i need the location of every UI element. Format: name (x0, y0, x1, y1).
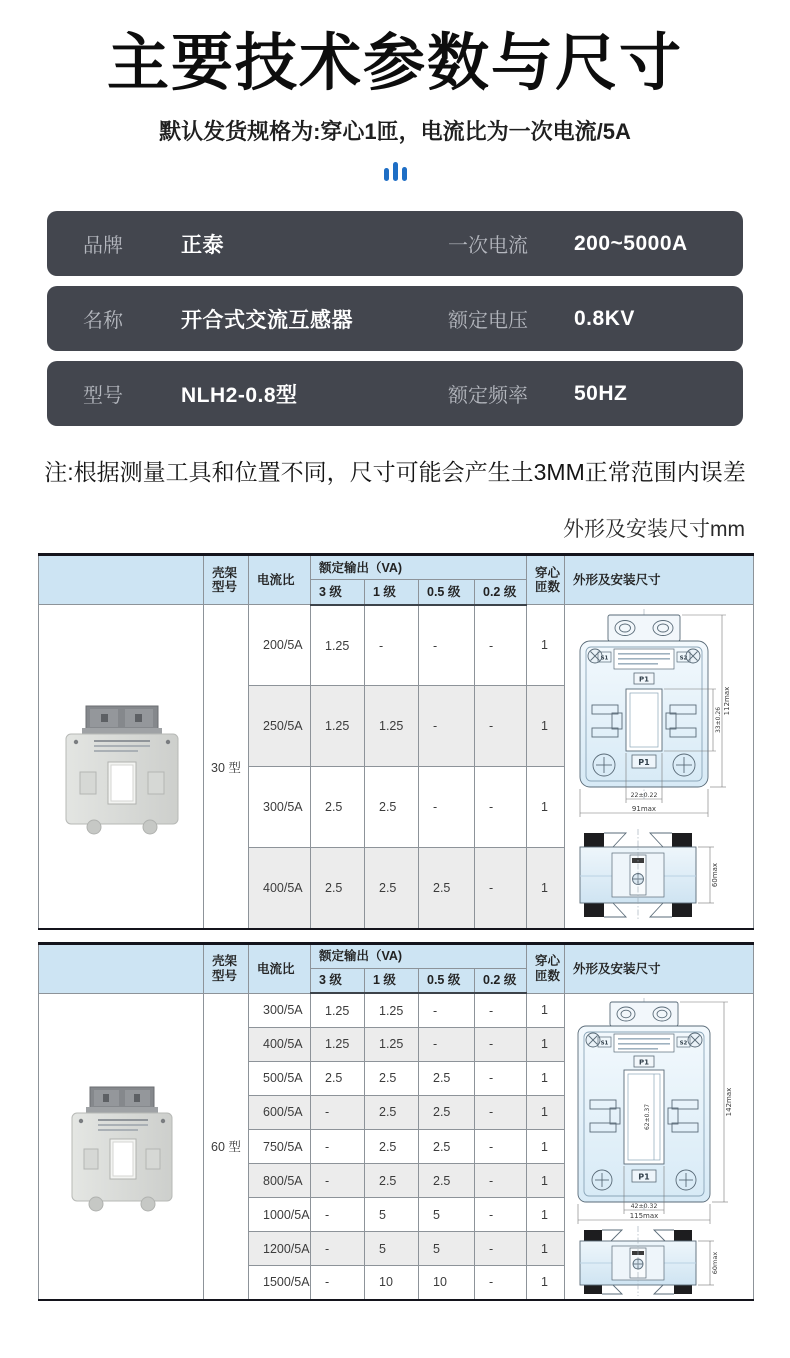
page-title: 主要技术参数与尺寸 (106, 29, 683, 98)
table-header (39, 555, 754, 605)
cell-c3: - (311, 1198, 365, 1232)
cell-c3: 2.5 (311, 848, 365, 929)
cell-ratio: 200/5A (249, 605, 311, 686)
cell-c3: - (311, 1164, 365, 1198)
frame-type-header (204, 555, 249, 605)
cell-c1: 10 (365, 1266, 419, 1300)
ratio-header: 电流比 (249, 943, 311, 993)
cell-c05: 5 (419, 1232, 475, 1266)
side-view (580, 1226, 719, 1296)
transformer-body (66, 734, 178, 824)
cell-c05: - (419, 1027, 475, 1061)
product-photo (46, 694, 196, 836)
frame-type-header-line2: 型号 (212, 580, 238, 595)
photo-column-header (39, 555, 204, 605)
dimensions-section-label: 外形及安装尺寸mm (563, 518, 745, 542)
table-header (39, 943, 754, 993)
cell-turns: 1 (527, 1266, 565, 1300)
cell-c1: 2.5 (365, 1164, 419, 1198)
cell-c05: 5 (419, 1198, 475, 1232)
cell-c3: - (311, 1129, 365, 1163)
model-label: 型号 (83, 385, 123, 408)
cell-ratio: 300/5A (249, 993, 311, 1027)
cell-turns: 1 (527, 1164, 565, 1198)
svg-text:42±0.32: 42±0.32 (630, 1202, 657, 1210)
svg-text:S2: S2 (679, 1040, 687, 1047)
dims-header: 外形及安装尺寸 (565, 943, 754, 993)
cell-c05: 2.5 (419, 1164, 475, 1198)
cell-c3: 2.5 (311, 767, 365, 848)
foot (141, 1197, 155, 1211)
spec-row (39, 993, 754, 1027)
turns-header-line2: 匝数 (535, 968, 561, 983)
cell-turns: 1 (527, 1198, 565, 1232)
terminal-block (90, 1087, 154, 1109)
svg-text:S1: S1 (600, 655, 608, 662)
svg-text:60max: 60max (710, 1251, 719, 1275)
turns-header-line1: 穿心 (535, 565, 561, 580)
cell-c3: 1.25 (311, 605, 365, 686)
cell-c05: 2.5 (419, 1129, 475, 1163)
class-05-header: 0.5 级 (419, 968, 475, 993)
cell-turns: 1 (527, 1061, 565, 1095)
svg-text:P1: P1 (638, 675, 649, 684)
cell-c02: - (475, 1095, 527, 1129)
cell-ratio: 400/5A (249, 1027, 311, 1061)
primary-current-label: 一次电流 (448, 235, 528, 258)
cell-c1: 5 (365, 1232, 419, 1266)
cell-c05: 10 (419, 1266, 475, 1300)
svg-text:91max: 91max (631, 805, 656, 814)
name-value: 开合式交流互感器 (181, 308, 353, 332)
class-02-header: 0.2 级 (475, 968, 527, 993)
rated-voltage-label: 额定电压 (448, 310, 528, 333)
cell-turns: 1 (527, 1232, 565, 1266)
cell-c02: - (475, 1164, 527, 1198)
cell-c1: 5 (365, 1198, 419, 1232)
cell-ratio: 500/5A (249, 1061, 311, 1095)
dims-header: 外形及安装尺寸 (565, 555, 754, 605)
cell-c05: - (419, 767, 475, 848)
foot (89, 1197, 103, 1211)
top-cap (86, 1107, 158, 1113)
frame-type-cell: 30 型 (204, 605, 249, 929)
cell-c02: - (475, 1027, 527, 1061)
svg-text:P1: P1 (637, 758, 650, 768)
svg-text:142max: 142max (724, 1087, 733, 1117)
cell-ratio: 400/5A (249, 848, 311, 929)
cell-c3: - (311, 1095, 365, 1129)
svg-text:115max: 115max (629, 1211, 658, 1220)
svg-text:P1: P1 (638, 1058, 649, 1067)
cell-turns: 1 (527, 686, 565, 767)
cell-c3: 2.5 (311, 1061, 365, 1095)
side-view (580, 829, 719, 921)
front-view (580, 609, 708, 799)
cell-c05: - (419, 605, 475, 686)
cell-ratio: 1200/5A (249, 1232, 311, 1266)
cell-c02: - (475, 1232, 527, 1266)
turns-header-line2: 匝数 (535, 580, 561, 595)
cell-ratio: 1000/5A (249, 1198, 311, 1232)
cell-ratio: 800/5A (249, 1164, 311, 1198)
svg-text:S1: S1 (600, 1040, 608, 1047)
spec-card-model (47, 361, 743, 426)
cell-c3: 1.25 (311, 686, 365, 767)
class-3-header: 3 级 (311, 580, 365, 605)
cell-ratio: 750/5A (249, 1129, 311, 1163)
spec-card-brand (47, 211, 743, 276)
cell-turns: 1 (527, 1027, 565, 1061)
cell-c05: - (419, 993, 475, 1027)
turns-header (527, 943, 565, 993)
cell-c1: 2.5 (365, 1095, 419, 1129)
class-05-header: 0.5 级 (419, 580, 475, 605)
model-value: NLH2-0.8型 (181, 383, 298, 407)
dimension-drawing (568, 996, 751, 1296)
terminal-block (86, 706, 158, 730)
svg-text:62±0.37: 62±0.37 (643, 1103, 651, 1130)
cell-c02: - (475, 993, 527, 1027)
svg-text:33±0.26: 33±0.26 (714, 707, 722, 734)
cell-c02: - (475, 1198, 527, 1232)
cell-ratio: 300/5A (249, 767, 311, 848)
cell-ratio: 250/5A (249, 686, 311, 767)
dimension-drawing-cell (565, 605, 754, 929)
cell-turns: 1 (527, 993, 565, 1027)
brand-value: 正泰 (181, 233, 224, 257)
core-window (626, 689, 662, 751)
spec-table-30 (38, 553, 754, 930)
cell-turns: 1 (527, 605, 565, 686)
cell-turns: 1 (527, 767, 565, 848)
frame-type-cell: 60 型 (204, 993, 249, 1300)
brand-label: 品牌 (83, 235, 123, 258)
spec-row (39, 605, 754, 686)
bar-chart-icon (0, 161, 790, 181)
spec-card-list (0, 211, 790, 426)
class-1-header: 1 级 (365, 580, 419, 605)
class-3-header: 3 级 (311, 968, 365, 993)
cell-c02: - (475, 1266, 527, 1300)
cell-c05: 2.5 (419, 1095, 475, 1129)
turns-header (527, 555, 565, 605)
cell-c1: 2.5 (365, 848, 419, 929)
product-photo-cell (39, 605, 204, 929)
cell-c02: - (475, 686, 527, 767)
rated-frequency-label: 额定频率 (448, 385, 528, 408)
photo-column-header (39, 943, 204, 993)
cell-c3: 1.25 (311, 1027, 365, 1061)
cell-c3: - (311, 1232, 365, 1266)
shipping-spec-subtitle: 默认发货规格为:穿心1匝，电流比为一次电流/5A (159, 119, 631, 145)
frame-type-header (204, 943, 249, 993)
svg-text:60max: 60max (710, 863, 719, 888)
dimension-drawing-cell (565, 993, 754, 1300)
primary-current-value: 200~5000A (574, 231, 688, 255)
cell-c3: 1.25 (311, 993, 365, 1027)
class-02-header: 0.2 级 (475, 580, 527, 605)
spec-card-name (47, 286, 743, 351)
tolerance-note: 注:根据测量工具和位置不同，尺寸可能会产生土3MM正常范围内误差 (44, 459, 746, 486)
cell-c1: 1.25 (365, 686, 419, 767)
frame-type-header-line1: 壳架 (212, 954, 238, 969)
rated-voltage-value: 0.8KV (574, 306, 635, 330)
foot (87, 820, 101, 834)
cell-c02: - (475, 1061, 527, 1095)
transformer-body (72, 1113, 172, 1201)
svg-text:112max: 112max (722, 686, 731, 716)
cell-c05: 2.5 (419, 1061, 475, 1095)
rated-output-header: 额定输出（VA) (311, 555, 527, 580)
cell-c1: 2.5 (365, 767, 419, 848)
cell-c02: - (475, 767, 527, 848)
table-body-60 (39, 993, 754, 1300)
cell-c05: 2.5 (419, 848, 475, 929)
svg-text:S2: S2 (679, 655, 687, 662)
product-photo-cell (39, 993, 204, 1300)
svg-text:22±0.22: 22±0.22 (630, 792, 657, 800)
cell-c1: 2.5 (365, 1129, 419, 1163)
cell-c3: - (311, 1266, 365, 1300)
cell-turns: 1 (527, 1095, 565, 1129)
cell-c1: - (365, 605, 419, 686)
product-photo (46, 1075, 196, 1215)
svg-text:P1: P1 (637, 1172, 650, 1182)
cell-c02: - (475, 1129, 527, 1163)
ratio-header: 电流比 (249, 555, 311, 605)
cell-c1: 2.5 (365, 1061, 419, 1095)
name-label: 名称 (83, 310, 123, 333)
cell-c1: 1.25 (365, 1027, 419, 1061)
rated-frequency-value: 50HZ (574, 381, 628, 405)
rated-output-header: 额定输出（VA) (311, 943, 527, 968)
class-1-header: 1 级 (365, 968, 419, 993)
turns-header-line1: 穿心 (535, 954, 561, 969)
cell-ratio: 1500/5A (249, 1266, 311, 1300)
cell-turns: 1 (527, 848, 565, 929)
cell-c02: - (475, 605, 527, 686)
spec-table-60 (38, 942, 754, 1301)
frame-type-header-line2: 型号 (212, 968, 238, 983)
frame-type-header-line1: 壳架 (212, 565, 238, 580)
cell-c05: - (419, 686, 475, 767)
cell-c1: 1.25 (365, 993, 419, 1027)
cell-turns: 1 (527, 1129, 565, 1163)
dimension-drawing (568, 607, 751, 923)
table-body-30 (39, 605, 754, 929)
cell-c02: - (475, 848, 527, 929)
foot (143, 820, 157, 834)
cell-ratio: 600/5A (249, 1095, 311, 1129)
